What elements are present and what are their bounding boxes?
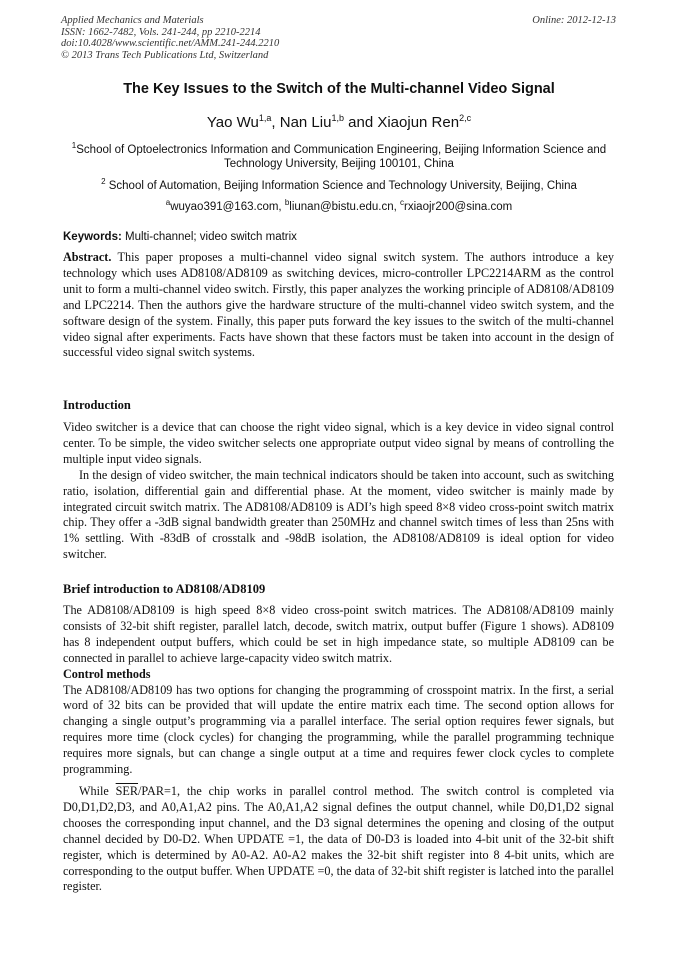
journal-header xyxy=(61,15,616,61)
affiliation-text: School of Automation, Beijing Information Science and Technology University, Beijing, China xyxy=(105,180,577,192)
ser-overline: $\overline{SER}$ xyxy=(115,783,139,798)
section-heading-brief-introduction: Brief introduction to AD8108/AD8109 xyxy=(63,582,266,596)
email-c[interactable]: rxiaojr200@sina.com xyxy=(404,201,513,213)
email-superscript: c xyxy=(400,198,405,207)
section-heading-introduction: Introduction xyxy=(63,398,131,412)
paragraph: The AD8108/AD8109 has two options for changing the programming of crosspoint matrix. In the first, a serial word of 32 bits can be provided that will update the entire matrix each time. The second option allows for changing a single output’s programming via a parallel interface. The serial option requires fewer signals, but requires more time (clock cycles) for changing the programming, while the parallel programming technique requires more signals, but can change a single output at a time and requires fewer clock cycles to complete programming. xyxy=(63,682,614,777)
affiliation-text: School of Optoelectronics Information and Communication Engineering, Beijing Information Science and Technology University, Beijing 100101, China xyxy=(76,144,607,170)
paragraph: Video switcher is a device that can choose the right video signal, which is a key device in video signal control center. To be simple, the video switcher selects one appropriate output video signal by means of controlling the multiple input video signals. xyxy=(63,420,614,466)
introduction-body xyxy=(63,420,614,563)
paragraph: In the design of video switcher, the main technical indicators should be taken into account, such as switching ratio, isolation, differential gain and differential phase. At the moment, video switcher is mainly made by integrated circuit switch matrix. The AD8108/AD8109 is ADI’s high speed 8×8 video cross-point switch matrix chip. They offer a -3dB signal bandwidth greater than 250MHz and channel switch times of less than 25ns with 1% settling. With -83dB of crosstalk and -98dB isolation, the AD8108/AD8109 is ideal option for video switcher. xyxy=(63,467,614,562)
online-date: Online: 2012-12-13 xyxy=(532,15,616,26)
author-superscript: 2,c xyxy=(459,113,472,123)
affiliation-superscript: 2 xyxy=(101,177,106,186)
issn-line: ISSN: 1662-7482, Vols. 241-244, pp 2210-2214 xyxy=(61,26,261,38)
keywords xyxy=(63,231,297,243)
paper-title: The Key Issues to the Switch of the Multi-channel Video Signal xyxy=(123,81,555,97)
keywords-label: Keywords: xyxy=(63,231,122,243)
doi-line: doi:10.4028/www.scientific.net/AMM.241-244.2210 xyxy=(61,38,280,49)
author-name: Yao Wu xyxy=(206,114,259,131)
email-superscript: a xyxy=(165,198,171,207)
subsection-heading-control-methods: Control methods xyxy=(63,666,151,681)
paragraph-text: /PAR=1, the chip works in parallel control method. The switch control is completed via D0,D1,D2,D3, and A0,A1,A2 pins. The A0,A1,A2 signal defines the output channel, while D0,D1,D2 signal chooses the corresponding input channel, and the D3 signal determines the opening and closing of the output channel decided by D0-D2. When UPDATE =1, the data of D0-D3 is loaded into 4-bit unit of the 32-bit shift register, which is determined by A0-A2. A0-A2 makes the 32-bit shift register into 8 4-bit units, which are corresponding to the output buffer. When UPDATE =0, the data of 32-bit shift register is latched into the parallel register. xyxy=(63,783,614,894)
author-name: Xiaojun Ren xyxy=(377,114,460,131)
paragraph: The AD8108/AD8109 is high speed 8×8 video cross-point switch matrices. The AD8108/AD8109 mainly consists of 32-bit shift register, parallel latch, decode, switch matrix, output buffer (Figure 1 shows). AD8109 has 8 independent output buffers, which could be set in high impedance state, so multiple AD8109 can be connected in parallel to achieve large-capacity video switch matrix. xyxy=(63,603,614,665)
copyright-line: © 2013 Trans Tech Publications Ltd, Switzerland xyxy=(61,49,269,61)
affiliation-2 xyxy=(62,175,616,193)
author-superscript: 1,a xyxy=(258,113,272,123)
author-superscript: 1,b xyxy=(331,113,344,123)
affiliation-superscript: 1 xyxy=(71,141,77,150)
author-list xyxy=(40,113,638,131)
journal-name: Applied Mechanics and Materials xyxy=(61,15,204,26)
author-name: Nan Liu xyxy=(279,114,332,131)
email-b[interactable]: liunan@bistu.edu.cn, xyxy=(289,201,401,213)
email-a[interactable]: wuyao391@163.com, xyxy=(170,201,285,213)
abstract-label: Abstract. xyxy=(63,250,112,264)
paragraph-text: While xyxy=(79,783,116,798)
brief-body xyxy=(63,603,614,895)
affiliation-1 xyxy=(62,139,616,171)
paragraph xyxy=(63,784,614,895)
author-emails xyxy=(62,196,616,214)
author-separator: and xyxy=(343,114,378,131)
email-superscript: b xyxy=(284,198,290,207)
abstract-text: This paper proposes a multi-channel video signal switch system. The authors introduce a key technology which uses AD8108/AD8109 as switching devices, micro-controller LPC2214ARM as the control unit to form a multi-channel video switch. Firstly, this paper analyzes the working principle of AD8108/AD8109 and LPC2214. Then the authors give the hardware structure of the multi-channel video switch system, and the software design of the system. Finally, this paper puts forward the key issues to the switch of the multi-channel video signal after experiments. Facts have shown that these factors must be taken into account in the design of successful video signal switch systems. xyxy=(63,250,614,360)
keywords-text: Multi-channel; video switch matrix xyxy=(121,231,297,243)
abstract xyxy=(63,250,614,361)
author-separator: , xyxy=(271,114,280,131)
